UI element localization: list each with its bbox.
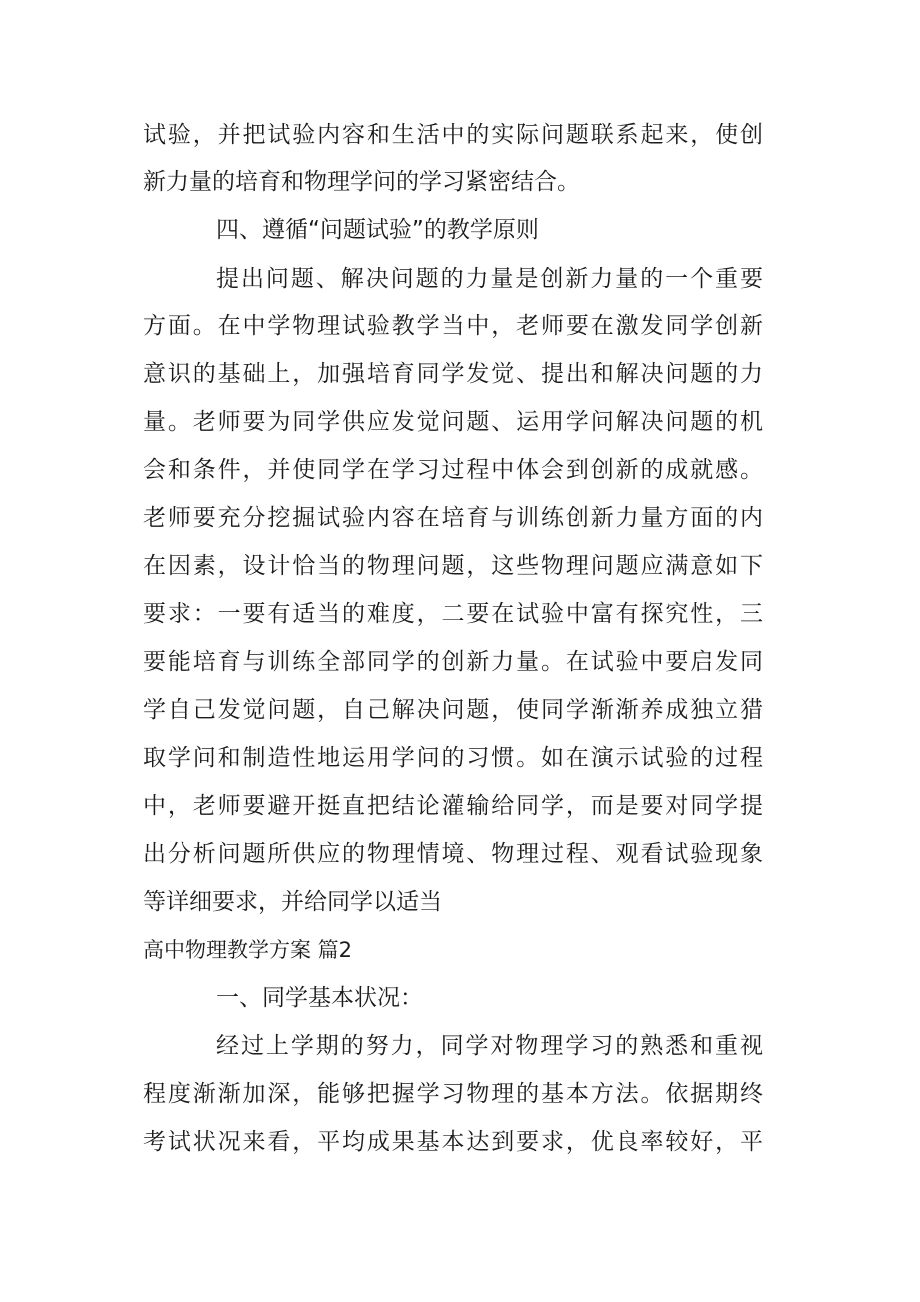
paragraph-line: 中，老师要避开挺直把结论灌输给同学，而是要对同学提 <box>143 793 763 819</box>
paragraph-line: 出分析问题所供应的物理情境、物理过程、观看试验现象 <box>143 841 763 867</box>
paragraph-line: 经过上学期的努力，同学对物理学习的熟悉和重视 <box>216 1033 763 1059</box>
document-title: 高中物理教学方案 篇2 <box>143 938 353 962</box>
paragraph-line: 考试状况来看，平均成果基本达到要求，优良率较好，平 <box>143 1129 763 1155</box>
paragraph-line: 量。老师要为同学供应发觉问题、运用学问解决问题的机 <box>143 409 763 435</box>
paragraph-line: 程度渐渐加深，能够把握学习物理的基本方法。依据期终 <box>143 1081 763 1107</box>
paragraph-line: 试验，并把试验内容和生活中的实际问题联系起来，使创 <box>143 122 763 148</box>
section-heading: 四、遵循“问题试验”的教学原则 <box>216 217 539 243</box>
paragraph-line: 要求：一要有适当的难度，二要在试验中富有探究性，三 <box>143 601 763 627</box>
paragraph-line: 方面。在中学物理试验教学当中，老师要在激发同学创新 <box>143 313 763 339</box>
paragraph-line: 老师要充分挖掘试验内容在培育与训练创新力量方面的内 <box>143 505 763 531</box>
paragraph-line: 新力量的培育和物理学问的学习紧密结合。 <box>143 169 580 195</box>
paragraph-line: 学自己发觉问题，自己解决问题，使同学渐渐养成独立猎 <box>143 697 763 723</box>
paragraph-line: 等详细要求，并给同学以适当 <box>143 889 442 915</box>
paragraph-line: 意识的基础上，加强培育同学发觉、提出和解决问题的力 <box>143 361 763 387</box>
paragraph-line: 要能培育与训练全部同学的创新力量。在试验中要启发同 <box>143 649 763 675</box>
paragraph-line: 会和条件，并使同学在学习过程中体会到创新的成就感。 <box>143 457 763 483</box>
paragraph-line: 提出问题、解决问题的力量是创新力量的一个重要 <box>216 266 763 292</box>
paragraph-line: 取学问和制造性地运用学问的习惯。如在演示试验的过程 <box>143 745 763 771</box>
paragraph-line: 在因素，设计恰当的物理问题，这些物理问题应满意如下 <box>143 553 763 579</box>
section-heading: 一、同学基本状况： <box>216 985 423 1011</box>
